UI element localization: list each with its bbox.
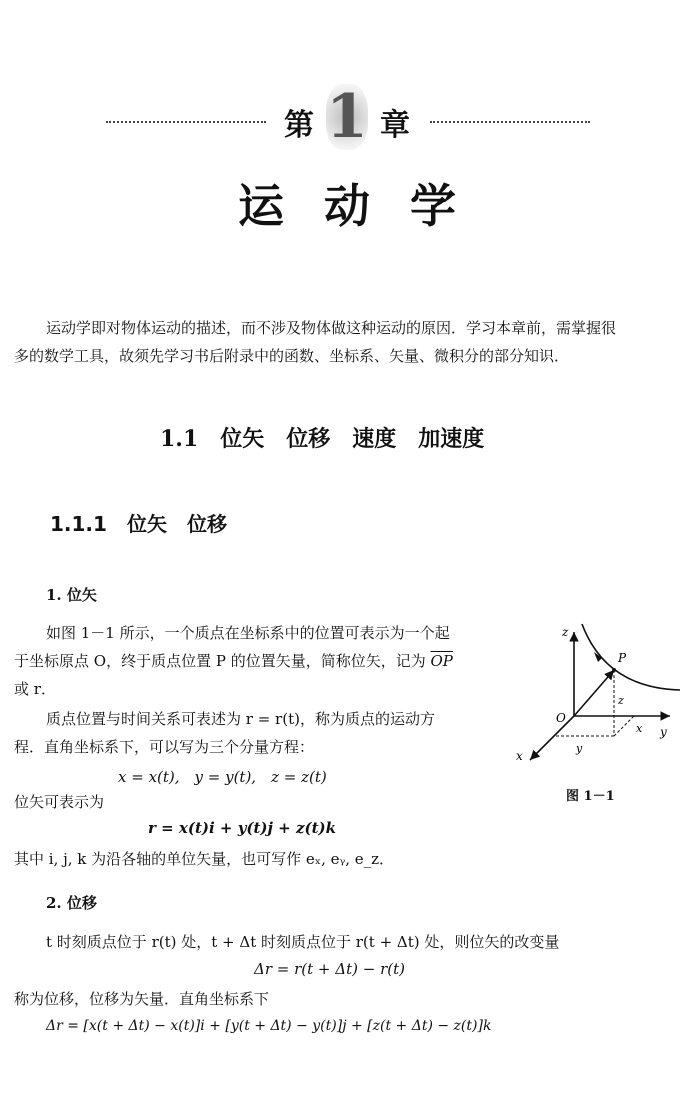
section-title: 1.1 位矢 位移 速度 加速度 [160, 426, 485, 452]
part2-line-2: 称为位移，位移为矢量．直角坐标系下 [14, 990, 270, 1008]
part2-heading: 2. 位移 [46, 894, 97, 912]
part1-line-5: 程．直角坐标系下，可以写为三个分量方程： [14, 738, 315, 756]
part1-line-1: 如图 1－1 所示，一个质点在坐标系中的位置可表示为一个起 [46, 624, 450, 642]
component-equations: x = x(t), y = y(t), z = z(t) [118, 768, 327, 786]
y-projection-line [614, 716, 634, 736]
position-vector-op [574, 670, 614, 716]
part1-line-2-text: 于坐标原点 O，终于质点位置 P 的位置矢量，简称位矢，记为 [14, 652, 426, 670]
label-y-axis: y [660, 725, 667, 739]
intro-line-2: 多的数学工具，故须先学习书后附录中的函数、坐标系、矢量、微积分的部分知识． [14, 347, 570, 365]
part1-line-units: 其中 i, j, k 为沿各轴的单位矢量，也可写作 eₓ, eᵧ, e_z． [14, 850, 395, 868]
part1-line-2 [14, 647, 453, 675]
position-vector-equation: r = x(t)i + y(t)j + z(t)k [148, 819, 337, 837]
label-x-mid: x [636, 722, 643, 735]
displacement-equation: Δr = r(t + Δt) − r(t) [254, 960, 405, 978]
chapter-suffix: 章 [380, 108, 410, 143]
header-dotted-rule-left [106, 121, 266, 123]
op-vector-label: $\overline{OP}$ [430, 652, 453, 670]
displacement-components-equation: Δr = [x(t + Δt) − x(t)]i + [y(t + Δt) − y(t)]j + [z(t + Δt) − z(t)]k [46, 1018, 492, 1034]
label-z-mid: z [618, 694, 624, 707]
chapter-number: 1 [326, 82, 368, 152]
label-x-axis: x [516, 749, 523, 763]
part1-line-posvec: 位矢可表示为 [14, 793, 105, 811]
subsection-title: 1.1.1 位矢 位移 [50, 512, 227, 536]
label-p: P [618, 651, 627, 665]
part2-line-1: t 时刻质点位于 r(t) 处，t + Δt 时刻质点位于 r(t + Δt) 处，则位矢的改变量 [46, 933, 560, 951]
label-z-top: z [562, 625, 569, 639]
x-axis [530, 716, 574, 760]
figure-1-1 [510, 618, 694, 778]
part1-line-4: 质点位置与时间关系可表述为 r = r(t)，称为质点的运动方 [46, 710, 435, 728]
intro-line-1: 运动学即对物体运动的描述，而不涉及物体做这种运动的原因．学习本章前，需掌握很 [46, 319, 617, 337]
chapter-title: 运动学 [238, 179, 496, 233]
label-y-mid: y [576, 742, 583, 755]
figure-caption: 图 1－1 [566, 789, 615, 804]
part1-heading: 1. 位矢 [46, 586, 97, 604]
chapter-prefix: 第 [284, 108, 314, 143]
part1-line-3: 或 r． [14, 680, 56, 698]
label-o: O [556, 711, 566, 725]
header-dotted-rule-right [430, 121, 590, 123]
